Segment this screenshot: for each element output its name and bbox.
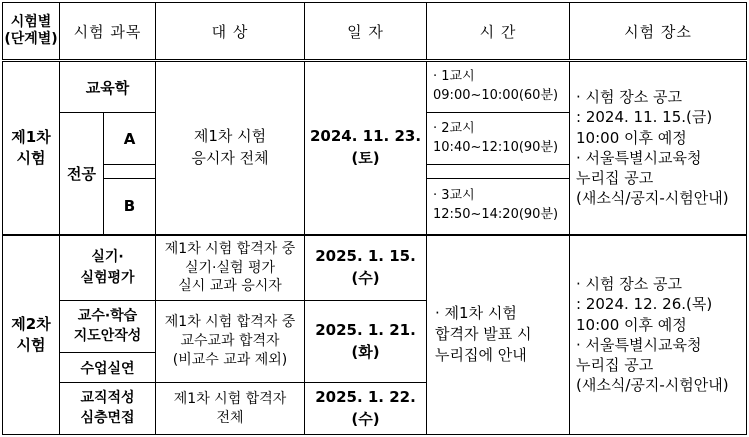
round2-lesson-demo: 수업실연: [60, 353, 156, 383]
exam-schedule: [2, 2, 746, 435]
round1-target: 제1차 시험 응시자 전체: [156, 61, 305, 235]
round2-lesson-plan: 교수·학습 지도안작성: [60, 301, 156, 353]
round2-place: · 시험 장소 공고 : 2024. 12. 26.(목) 10:00 이후 예정 · 서울특별시교육청 누리집 공고 (새소식/공지-시험안내): [570, 235, 747, 435]
header-subject: 시험 과목: [60, 3, 156, 61]
round1-date: 2024. 11. 23. (토): [305, 61, 427, 235]
round2-interview-date: 2025. 1. 22. (수): [305, 383, 427, 435]
header-time: 시 간: [427, 3, 570, 61]
round2-time: · 제1차 시험 합격자 발표 시 누리집에 안내: [427, 235, 570, 435]
round2-row-practical: [3, 235, 747, 301]
round2-practical: 실기· 실험평가: [60, 235, 156, 301]
header-date: 일 자: [305, 3, 427, 61]
exam-schedule-table: [2, 2, 747, 435]
round2-practical-date: 2025. 1. 15. (수): [305, 235, 427, 301]
round2-practical-target: 제1차 시험 합격자 중 실기·실험 평가 실시 교과 응시자: [156, 235, 305, 301]
round2-label: 제2차 시험: [3, 235, 60, 435]
header-row: [3, 3, 747, 61]
round1-major-b: B: [104, 179, 156, 235]
round1-label: 제1차 시험: [3, 61, 60, 235]
round2-lesson-target: 제1차 시험 합격자 중 교수교과 합격자 (비교수 교과 제외): [156, 301, 305, 383]
round2-lesson-date: 2025. 1. 21. (화): [305, 301, 427, 383]
round1-period1: · 1교시 09:00~10:00(60분): [427, 61, 570, 113]
header-target: 대 상: [156, 3, 305, 61]
round1-education: 교육학: [60, 61, 156, 113]
round1-period2: · 2교시 10:40~12:10(90분): [427, 113, 570, 165]
header-place: 시험 장소: [570, 3, 747, 61]
round1-place: · 시험 장소 공고 : 2024. 11. 15.(금) 10:00 이후 예정 · 서울특별시교육청 누리집 공고 (새소식/공지-시험안내): [570, 61, 747, 235]
round2-interview: 교직적성 심층면접: [60, 383, 156, 435]
round1-period3: · 3교시 12:50~14:20(90분): [427, 179, 570, 235]
header-stage: 시험별 (단계별): [3, 3, 60, 61]
round1-major-spacer: [60, 113, 104, 235]
round1-major: 전공: [67, 164, 96, 183]
round1-row-education: [3, 61, 747, 113]
round1-major-a: A: [104, 113, 156, 165]
round2-interview-target: 제1차 시험 합격자 전체: [156, 383, 305, 435]
